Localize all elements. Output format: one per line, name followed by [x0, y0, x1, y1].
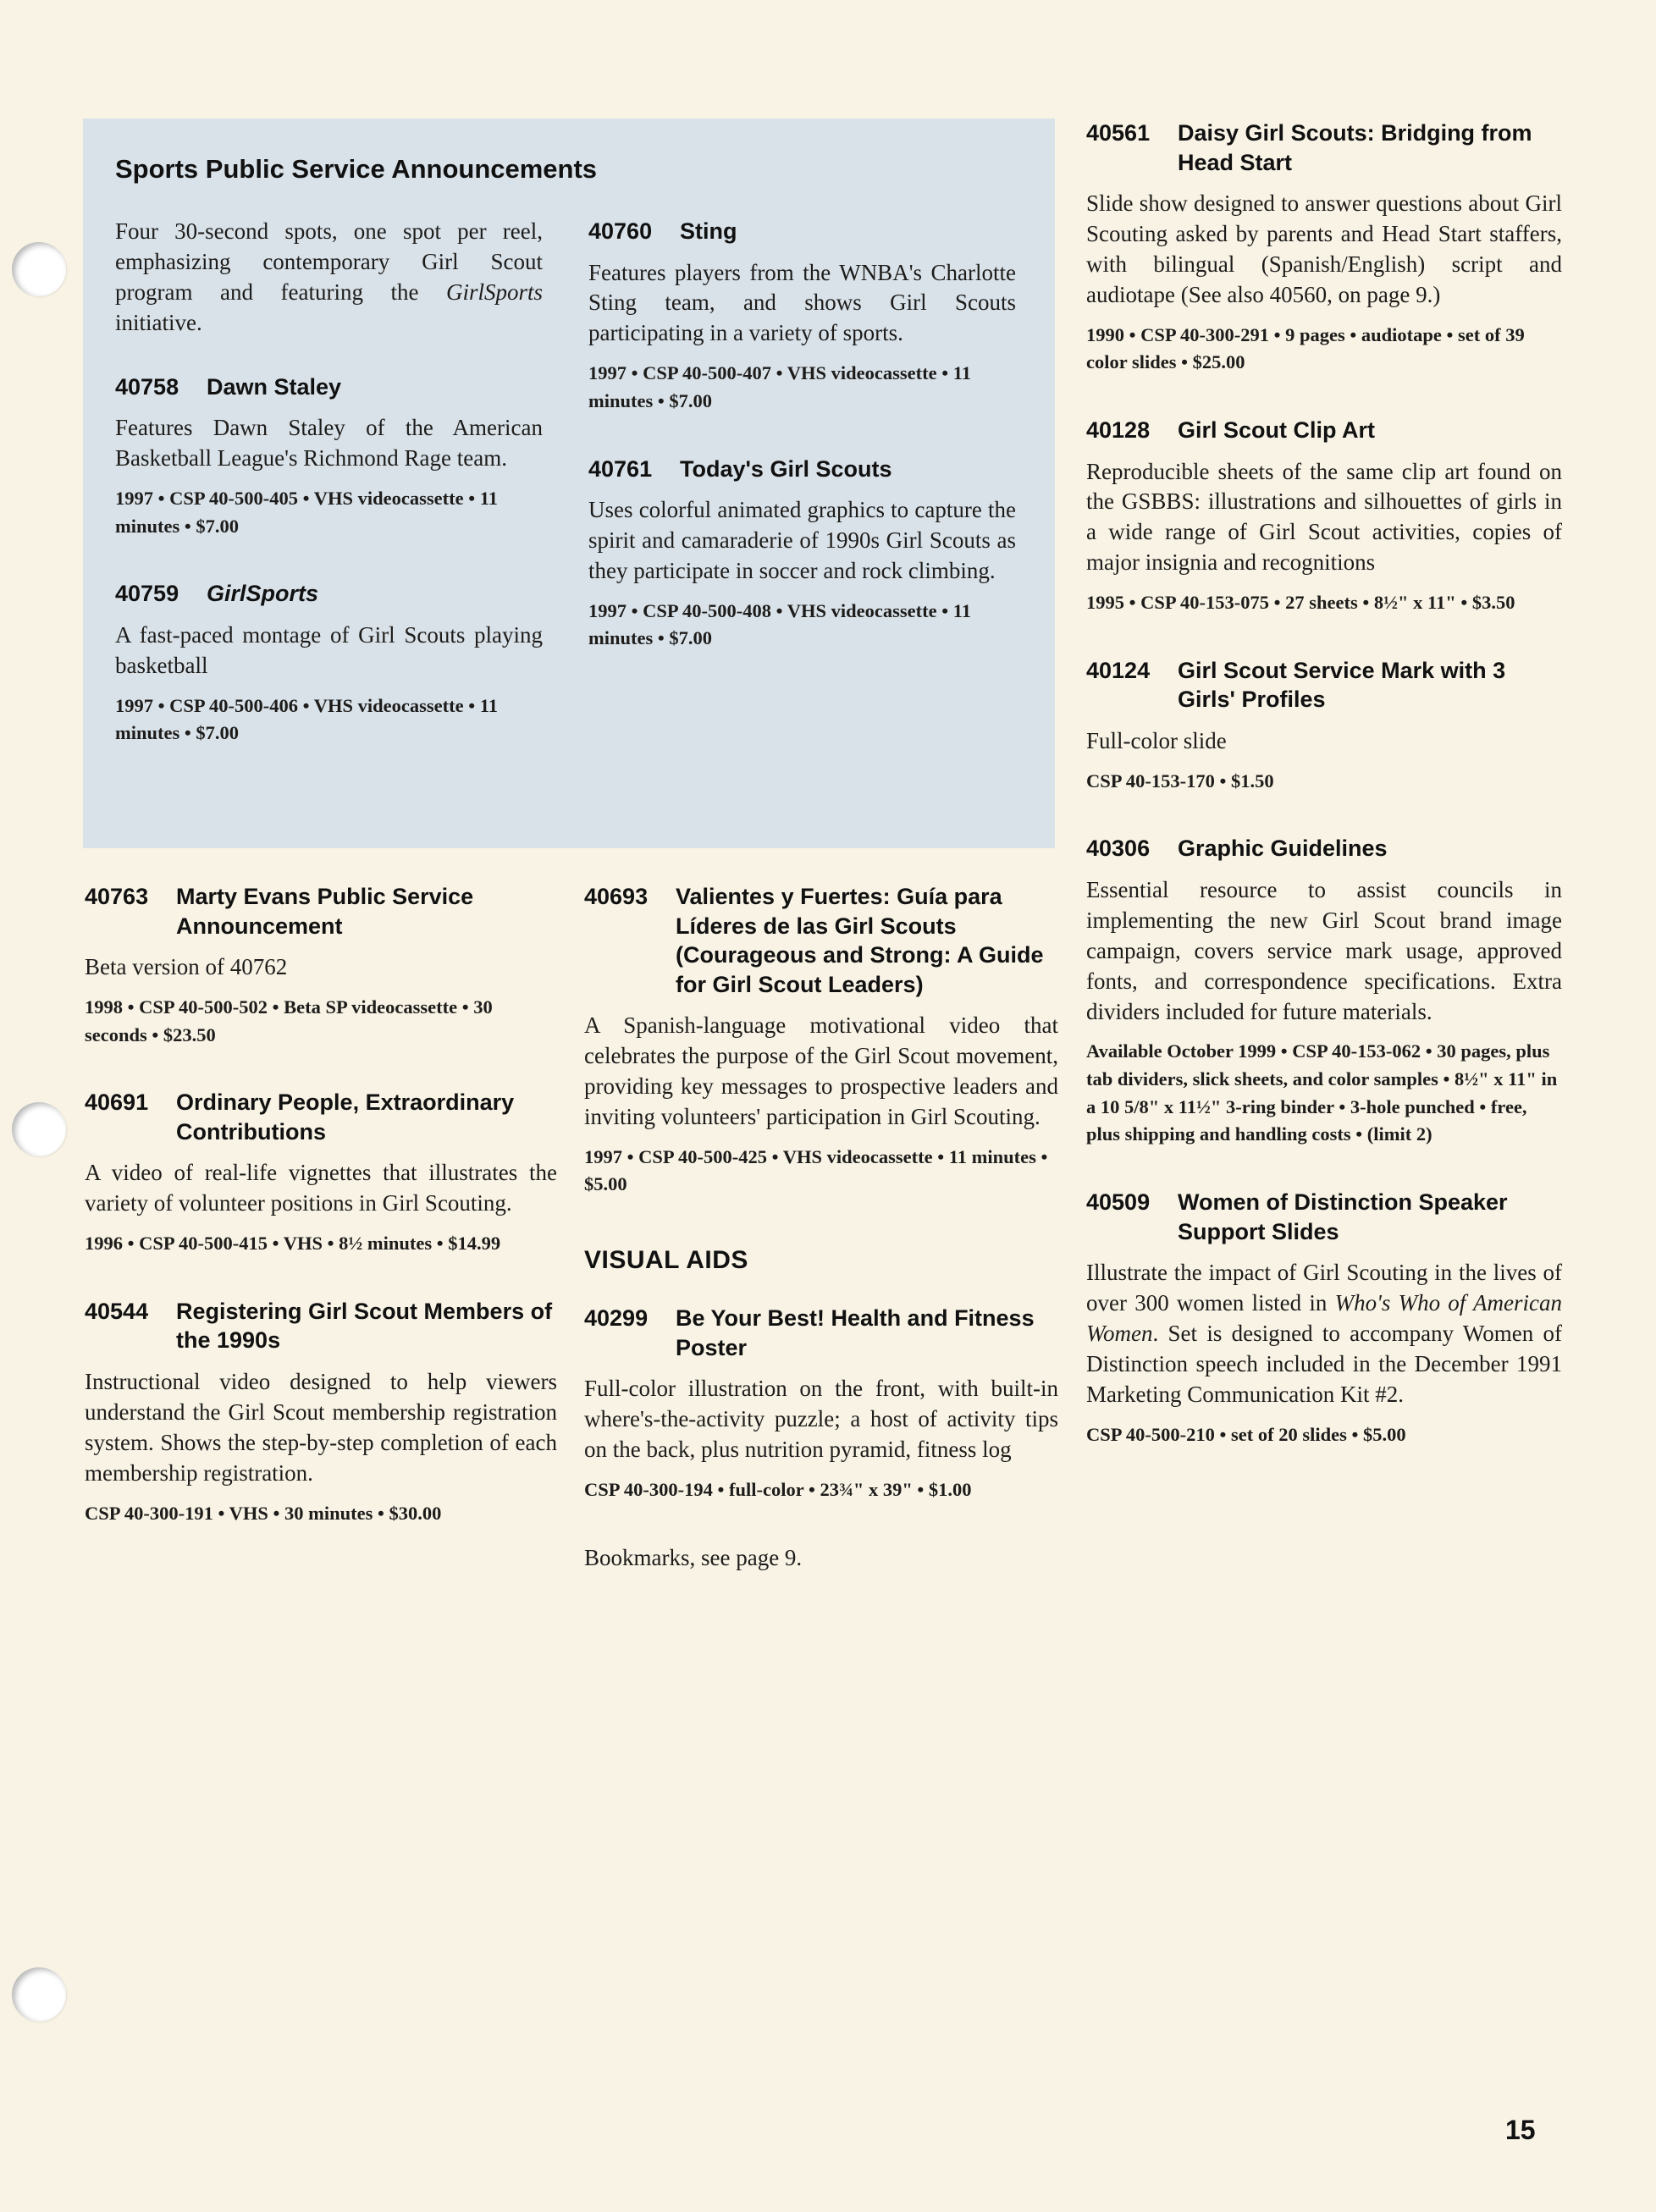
item-spec: 1995 • CSP 40-153-075 • 27 sheets • 8½" x 11" • $3.50 [1086, 592, 1515, 614]
catalog-item [588, 455, 1016, 654]
column-2 [584, 882, 1058, 1573]
catalog-item [115, 372, 543, 541]
catalog-item [584, 1304, 1058, 1503]
item-spec: CSP 40-300-194 • full-color • 23¾" x 39" • $1.00 [584, 1478, 972, 1500]
item-number: 40761 [588, 455, 653, 482]
item-spec: 1996 • CSP 40-500-415 • VHS • 8½ minutes • $14.99 [85, 1233, 501, 1255]
item-spec: 1998 • CSP 40-500-502 • Beta SP videocassette • 30 seconds • $23.50 [85, 996, 493, 1045]
item-number: 40561 [1086, 120, 1151, 146]
column-3 [1086, 119, 1562, 1487]
item-title: Women of Distinction Speaker Support Slides [1178, 1189, 1508, 1244]
item-number: 40306 [1086, 836, 1151, 862]
item-title: Today's Girl Scouts [680, 455, 892, 482]
item-title: Sting [680, 218, 737, 244]
item-number: 40758 [115, 373, 179, 400]
item-number: 40124 [1086, 657, 1151, 683]
item-number: 40759 [115, 581, 179, 607]
item-spec: CSP 40-500-210 • set of 20 slides • $5.00 [1086, 1423, 1406, 1445]
catalog-item [1086, 1188, 1562, 1448]
sports-psa-section [83, 119, 1055, 848]
item-spec: 1997 • CSP 40-500-425 • VHS videocassette • 11 minutes • $5.00 [584, 1145, 1048, 1195]
description-text: Illustrate the impact of Girl Scouting in the lives of over 300 women listed in [1086, 1260, 1562, 1316]
item-description: Reproducible sheets of the same clip art found on the GSBBS: illustrations and silhouettes of girls in a wide range of Girl Scout activities, copies of major insignia and recognitions [1086, 458, 1562, 576]
item-spec: 1997 • CSP 40-500-406 • VHS videocassette • 11 minutes • $7.00 [115, 694, 498, 744]
intro-text: Four 30-second spots, one spot per reel, emphasizing contemporary Girl Scout program and featuring the [115, 218, 543, 305]
item-description: Features players from the WNBA's Charlotte Sting team, and shows Girl Scouts participating in a variety of sports. [588, 259, 1016, 346]
section-title: Sports Public Service Announcements [115, 154, 598, 184]
item-description: Essential resource to assist councils in implementing the new Girl Scout brand image campaign, covers service mark usage, approved fonts, and correspondence specifications. Extra dividers included for future materials. [1086, 876, 1562, 1024]
binder-hole [12, 242, 66, 296]
item-description: Full-color slide [1086, 727, 1227, 753]
item-number: 40691 [85, 1089, 149, 1116]
item-description: Full-color illustration on the front, with built-in where's-the-activity puzzle; a host of activity tips on the back, plus nutrition pyramid, fitness log [584, 1376, 1058, 1462]
intro-text: initiative. [115, 309, 202, 335]
binder-hole [12, 1967, 66, 2022]
item-number: 40763 [85, 884, 149, 909]
item-spec: Available October 1999 • CSP 40-153-062 • 30 pages, plus tab dividers, slick sheets, and color samples • 8½" x 11" in a 10 5/8" x 11½" 3-ring binder • 3-hole punched • free, plus shipping and handling costs • (limit 2) [1086, 1040, 1558, 1145]
item-number: 40128 [1086, 416, 1151, 443]
item-description: Slide show designed to answer questions about Girl Scouting asked by parents and Head Start staffers, with bilingual (Spanish/English) script and audiotape (See also 40560, on page 9.) [1086, 190, 1562, 307]
catalog-item [584, 882, 1058, 1199]
item-title: Marty Evans Public Service Announcement [176, 884, 474, 939]
page-number: 15 [1505, 2115, 1536, 2145]
item-number: 40760 [588, 218, 653, 244]
item-title: Dawn Staley [207, 373, 342, 400]
catalog-item [588, 217, 1016, 416]
catalog-item [115, 579, 543, 747]
item-number: 40509 [1086, 1189, 1151, 1215]
catalog-item [1086, 834, 1562, 1149]
intro-italic-text: GirlSports [445, 279, 543, 305]
item-spec: 1997 • CSP 40-500-405 • VHS videocassette • 11 minutes • $7.00 [115, 487, 498, 537]
item-spec: 1997 • CSP 40-500-408 • VHS videocassette • 11 minutes • $7.00 [588, 599, 971, 649]
catalog-item [1086, 119, 1562, 377]
catalog-item [1086, 416, 1562, 617]
item-title: Girl Scout Clip Art [1178, 416, 1376, 443]
column-1 [85, 882, 557, 1566]
sports-psa-col-right [588, 217, 1016, 786]
item-description: Uses colorful animated graphics to capture the spirit and camaraderie of 1990s Girl Scouts as they participate in soccer and rock climbing. [588, 497, 1016, 583]
item-title: Valientes y Fuertes: Guía para Líderes de las Girl Scouts (Courageous and Strong: A Guide for Girl Scout Leaders) [676, 884, 1044, 997]
item-spec: CSP 40-153-170 • $1.50 [1086, 770, 1274, 792]
item-number: 40693 [584, 884, 649, 909]
sports-psa-columns [115, 217, 1023, 786]
item-spec: 1997 • CSP 40-500-407 • VHS videocassette • 11 minutes • $7.00 [588, 362, 971, 411]
item-number: 40299 [584, 1305, 649, 1332]
catalog-item [85, 1088, 557, 1258]
item-description: Instructional video designed to help viewers understand the Girl Scout membership registration system. Shows the step-by-step completion of each membership registration. [85, 1368, 557, 1486]
item-spec: 1990 • CSP 40-300-291 • 9 pages • audiotape • set of 39 color slides • $25.00 [1086, 323, 1525, 373]
sports-psa-col-left [115, 217, 543, 786]
description-italic-text: Who's Who of American Women [1086, 1289, 1562, 1346]
item-title: Registering Girl Scout Members of the 1990s [176, 1298, 553, 1354]
catalog-item [85, 1297, 557, 1527]
item-description: A video of real-life vignettes that illustrates the variety of volunteer positions in Girl Scouting. [85, 1160, 557, 1216]
item-description: Beta version of 40762 [85, 954, 288, 980]
item-title: GirlSports [207, 581, 319, 607]
item-description: Features Dawn Staley of the American Basketball League's Richmond Rage team. [115, 415, 543, 472]
item-title: Graphic Guidelines [1178, 836, 1388, 862]
bookmarks-note: Bookmarks, see page 9. [584, 1544, 803, 1570]
item-title: Girl Scout Service Mark with 3 Girls' Profiles [1178, 657, 1506, 713]
catalog-item [85, 882, 557, 1049]
catalog-item [1086, 656, 1562, 796]
binder-hole [12, 1102, 66, 1156]
item-description: A fast-paced montage of Girl Scouts playing basketball [115, 621, 543, 678]
item-description: A Spanish-language motivational video that celebrates the purpose of the Girl Scout movement, providing key messages to prospective leaders and inviting volunteers' participation in Girl Scouting. [584, 1012, 1058, 1129]
item-title: Daisy Girl Scouts: Bridging from Head Start [1178, 120, 1532, 175]
description-text: . Set is designed to accompany Women of Distinction speech included in the December 1991 Marketing Communication Kit #2. [1086, 1320, 1562, 1407]
visual-aids-heading: VISUAL AIDS [584, 1246, 748, 1275]
item-title: Ordinary People, Extraordinary Contributions [176, 1089, 515, 1145]
item-spec: CSP 40-300-191 • VHS • 30 minutes • $30.00 [85, 1502, 442, 1524]
item-number: 40544 [85, 1298, 149, 1324]
item-title: Be Your Best! Health and Fitness Poster [676, 1305, 1035, 1360]
section-intro [115, 217, 543, 339]
item-description [1086, 1258, 1562, 1410]
